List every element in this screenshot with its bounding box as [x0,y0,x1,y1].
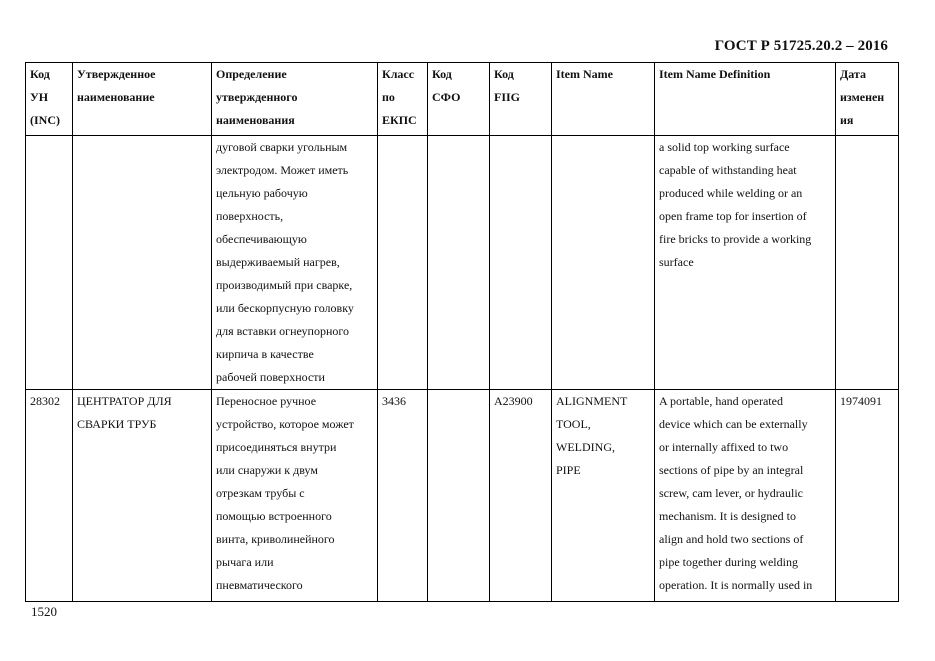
cell-item-name: ALIGNMENT TOOL, WELDING, PIPE [552,390,655,602]
cell-sfo-code [428,390,490,602]
cell-change-date [836,136,899,390]
document-standard-header: ГОСТ Р 51725.20.2 – 2016 [714,38,888,54]
page-number: 1520 [31,604,57,619]
column-header-item-name: Item Name [552,63,655,136]
cell-approved-name: ЦЕНТРАТОР ДЛЯ СВАРКИ ТРУБ [73,390,212,602]
column-header-inc: Код УН (INC) [26,63,73,136]
column-header-ekps-class: Класс по ЕКПС [378,63,428,136]
catalog-table [25,62,899,602]
column-header-change-date: Дата изменен ия [836,63,899,136]
cell-fiig-code [490,136,552,390]
column-header-fiig-code: Код FIIG [490,63,552,136]
cell-ekps-class: 3436 [378,390,428,602]
column-header-sfo-code: Код СФО [428,63,490,136]
table-header-row [26,63,899,136]
cell-inc [26,136,73,390]
table-row [26,136,899,390]
column-header-item-name-definition: Item Name Definition [655,63,836,136]
cell-sfo-code [428,136,490,390]
cell-approved-name [73,136,212,390]
cell-fiig-code: A23900 [490,390,552,602]
cell-ekps-class [378,136,428,390]
cell-change-date: 1974091 [836,390,899,602]
cell-item-name [552,136,655,390]
cell-definition: дуговой сварки угольным электродом. Может иметь цельную рабочую поверхность, обеспечивающую выдерживаемый нагрев, производимый при сварке, или бескорпусную головку для вставки огнеупорного кирпича в качестве рабочей поверхности [212,136,378,390]
column-header-approved-name: Утвержденное наименование [73,63,212,136]
column-header-definition: Определение утвержденного наименования [212,63,378,136]
cell-item-name-definition: a solid top working surface capable of withstanding heat produced while welding or an open frame top for insertion of fire bricks to provide a working surface [655,136,836,390]
cell-item-name-definition: A portable, hand operated device which can be externally or internally affixed to two sections of pipe by an integral screw, cam lever, or hydraulic mechanism. It is designed to align and hold two sections of pipe together during welding operation. It is normally used in [655,390,836,602]
table-row [26,390,899,602]
cell-definition: Переносное ручное устройство, которое может присоединяться внутри или снаружи к двум отрезкам трубы с помощью встроенного винта, криволинейного рычага или пневматического [212,390,378,602]
cell-inc: 28302 [26,390,73,602]
